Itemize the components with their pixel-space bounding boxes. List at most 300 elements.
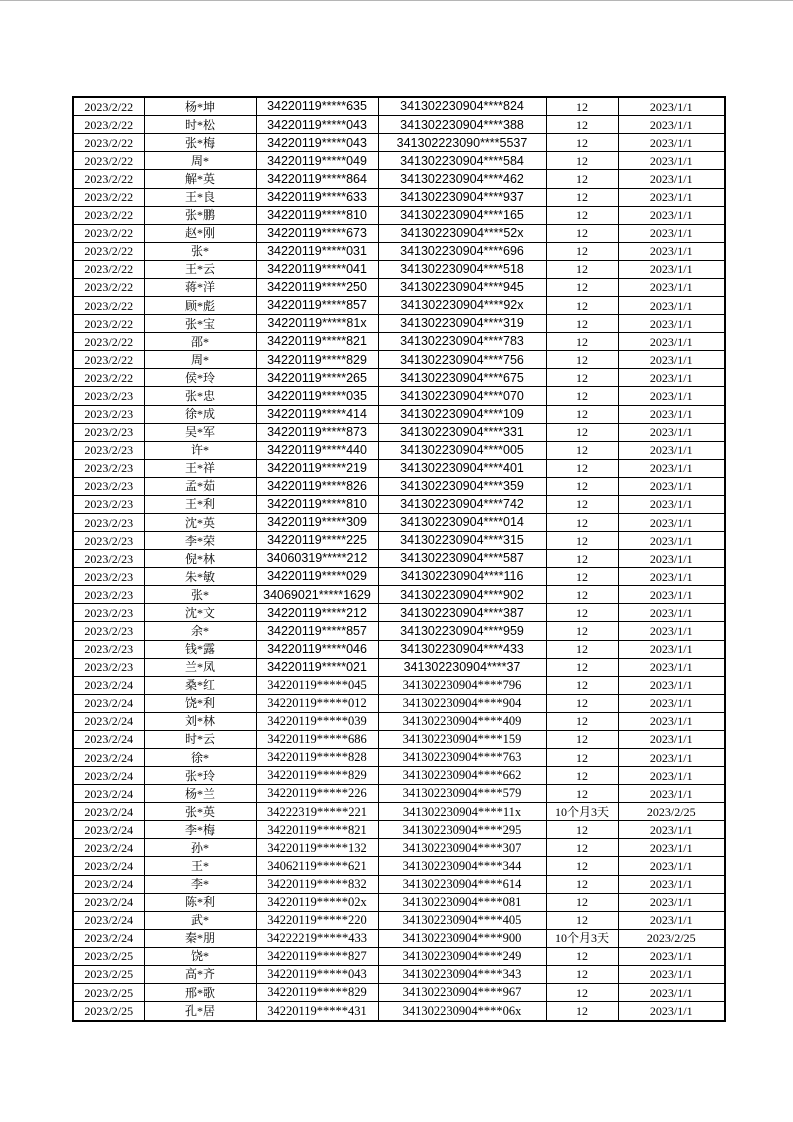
cell-name: 王*利 — [144, 495, 256, 513]
table-row — [73, 134, 725, 152]
cell-masked-record-no: 341302230904****159 — [378, 730, 546, 748]
table-row — [73, 550, 725, 568]
cell-masked-id: 34062119*****621 — [256, 857, 378, 875]
records-table-body — [73, 97, 725, 1021]
cell-masked-id: 34220119*****829 — [256, 767, 378, 785]
cell-masked-record-no: 341302230904****081 — [378, 893, 546, 911]
cell-masked-id: 34220119*****250 — [256, 278, 378, 296]
cell-masked-record-no: 341302230904****005 — [378, 441, 546, 459]
cell-duration: 12 — [546, 297, 618, 315]
cell-effective-date: 2023/1/1 — [618, 278, 725, 296]
cell-effective-date: 2023/1/1 — [618, 622, 725, 640]
cell-name: 侯*玲 — [144, 369, 256, 387]
table-row — [73, 116, 725, 134]
cell-effective-date: 2023/1/1 — [618, 604, 725, 622]
cell-masked-id: 34222219*****433 — [256, 929, 378, 947]
cell-name: 刘*林 — [144, 712, 256, 730]
cell-name: 陈*利 — [144, 893, 256, 911]
cell-date: 2023/2/23 — [73, 423, 144, 441]
cell-masked-record-no: 341302230904****070 — [378, 387, 546, 405]
cell-duration: 12 — [546, 748, 618, 766]
cell-name: 杨*兰 — [144, 785, 256, 803]
cell-date: 2023/2/22 — [73, 97, 144, 116]
cell-name: 饶* — [144, 947, 256, 965]
cell-effective-date: 2023/1/1 — [618, 893, 725, 911]
cell-masked-record-no: 341302230904****783 — [378, 333, 546, 351]
page-top-edge-line — [0, 0, 793, 1]
cell-masked-record-no: 341302230904****796 — [378, 676, 546, 694]
cell-effective-date: 2023/1/1 — [618, 984, 725, 1002]
cell-masked-id: 34220119*****045 — [256, 676, 378, 694]
cell-masked-id: 34220119*****225 — [256, 532, 378, 550]
cell-effective-date: 2023/1/1 — [618, 423, 725, 441]
table-row — [73, 224, 725, 242]
cell-masked-record-no: 341302230904****904 — [378, 694, 546, 712]
cell-masked-record-no: 341302230904****756 — [378, 351, 546, 369]
cell-duration: 12 — [546, 423, 618, 441]
cell-name: 饶*利 — [144, 694, 256, 712]
cell-date: 2023/2/23 — [73, 532, 144, 550]
cell-duration: 12 — [546, 984, 618, 1002]
cell-duration: 12 — [546, 532, 618, 550]
cell-masked-record-no: 341302230904****409 — [378, 712, 546, 730]
cell-duration: 12 — [546, 152, 618, 170]
cell-duration: 12 — [546, 622, 618, 640]
cell-masked-record-no: 341302230904****116 — [378, 568, 546, 586]
cell-masked-record-no: 341302230904****315 — [378, 532, 546, 550]
cell-masked-record-no: 341302230904****675 — [378, 369, 546, 387]
cell-effective-date: 2023/1/1 — [618, 116, 725, 134]
cell-masked-record-no: 341302223090****5537 — [378, 134, 546, 152]
cell-duration: 12 — [546, 586, 618, 604]
table-row — [73, 278, 725, 296]
cell-name: 武* — [144, 911, 256, 929]
cell-duration: 12 — [546, 116, 618, 134]
cell-effective-date: 2023/1/1 — [618, 315, 725, 333]
cell-name: 倪*林 — [144, 550, 256, 568]
table-row — [73, 712, 725, 730]
cell-date: 2023/2/23 — [73, 495, 144, 513]
cell-effective-date: 2023/1/1 — [618, 206, 725, 224]
table-row — [73, 97, 725, 116]
table-row — [73, 767, 725, 785]
cell-masked-record-no: 341302230904****387 — [378, 604, 546, 622]
table-row — [73, 333, 725, 351]
cell-masked-record-no: 341302230904****902 — [378, 586, 546, 604]
cell-date: 2023/2/22 — [73, 278, 144, 296]
cell-name: 邵* — [144, 333, 256, 351]
table-row — [73, 586, 725, 604]
cell-duration: 12 — [546, 278, 618, 296]
cell-effective-date: 2023/1/1 — [618, 224, 725, 242]
cell-effective-date: 2023/1/1 — [618, 857, 725, 875]
cell-duration: 12 — [546, 694, 618, 712]
table-row — [73, 785, 725, 803]
cell-masked-id: 34220119*****265 — [256, 369, 378, 387]
cell-effective-date: 2023/1/1 — [618, 712, 725, 730]
cell-masked-id: 34220119*****132 — [256, 839, 378, 857]
cell-masked-record-no: 341302230904****401 — [378, 459, 546, 477]
cell-date: 2023/2/25 — [73, 965, 144, 983]
cell-name: 孔*居 — [144, 1002, 256, 1021]
table-row — [73, 622, 725, 640]
cell-name: 杨*坤 — [144, 97, 256, 116]
cell-effective-date: 2023/1/1 — [618, 405, 725, 423]
cell-masked-id: 34220119*****857 — [256, 622, 378, 640]
cell-masked-id: 34220119*****219 — [256, 459, 378, 477]
cell-masked-id: 34220119*****81x — [256, 315, 378, 333]
cell-masked-record-no: 341302230904****388 — [378, 116, 546, 134]
cell-name: 李*梅 — [144, 821, 256, 839]
cell-duration: 12 — [546, 97, 618, 116]
cell-masked-id: 34220119*****039 — [256, 712, 378, 730]
cell-masked-id: 34220119*****635 — [256, 97, 378, 116]
cell-masked-record-no: 341302230904****37 — [378, 658, 546, 676]
cell-name: 张*梅 — [144, 134, 256, 152]
cell-date: 2023/2/22 — [73, 116, 144, 134]
cell-duration: 12 — [546, 405, 618, 423]
cell-masked-id: 34220119*****821 — [256, 821, 378, 839]
cell-masked-record-no: 341302230904****433 — [378, 640, 546, 658]
cell-date: 2023/2/24 — [73, 893, 144, 911]
cell-effective-date: 2023/1/1 — [618, 875, 725, 893]
cell-masked-record-no: 341302230904****587 — [378, 550, 546, 568]
cell-masked-id: 34220119*****826 — [256, 477, 378, 495]
table-row — [73, 839, 725, 857]
cell-effective-date: 2023/1/1 — [618, 477, 725, 495]
cell-masked-id: 34220119*****810 — [256, 495, 378, 513]
cell-masked-record-no: 341302230904****763 — [378, 748, 546, 766]
cell-duration: 12 — [546, 839, 618, 857]
table-row — [73, 947, 725, 965]
cell-date: 2023/2/22 — [73, 242, 144, 260]
cell-date: 2023/2/22 — [73, 188, 144, 206]
cell-duration: 12 — [546, 875, 618, 893]
cell-duration: 12 — [546, 1002, 618, 1021]
cell-masked-record-no: 341302230904****967 — [378, 984, 546, 1002]
cell-name: 张*英 — [144, 803, 256, 821]
cell-name: 李* — [144, 875, 256, 893]
cell-effective-date: 2023/1/1 — [618, 152, 725, 170]
cell-name: 蒋*洋 — [144, 278, 256, 296]
cell-masked-id: 34220119*****226 — [256, 785, 378, 803]
cell-masked-id: 34220119*****043 — [256, 965, 378, 983]
cell-effective-date: 2023/1/1 — [618, 333, 725, 351]
cell-name: 李*荣 — [144, 532, 256, 550]
cell-masked-id: 34220119*****857 — [256, 297, 378, 315]
cell-masked-id: 34220119*****673 — [256, 224, 378, 242]
cell-date: 2023/2/24 — [73, 839, 144, 857]
cell-effective-date: 2023/1/1 — [618, 965, 725, 983]
cell-duration: 10个月3天 — [546, 803, 618, 821]
cell-masked-record-no: 341302230904****92x — [378, 297, 546, 315]
cell-duration: 12 — [546, 242, 618, 260]
cell-masked-record-no: 341302230904****343 — [378, 965, 546, 983]
table-row — [73, 477, 725, 495]
cell-date: 2023/2/24 — [73, 911, 144, 929]
cell-duration: 12 — [546, 224, 618, 242]
table-row — [73, 297, 725, 315]
cell-masked-id: 34220119*****828 — [256, 748, 378, 766]
cell-name: 王*云 — [144, 260, 256, 278]
cell-name: 顾*彪 — [144, 297, 256, 315]
cell-name: 张* — [144, 242, 256, 260]
cell-name: 张*宝 — [144, 315, 256, 333]
cell-duration: 12 — [546, 857, 618, 875]
cell-effective-date: 2023/1/1 — [618, 1002, 725, 1021]
cell-duration: 12 — [546, 351, 618, 369]
cell-masked-id: 34220119*****832 — [256, 875, 378, 893]
cell-date: 2023/2/23 — [73, 387, 144, 405]
cell-date: 2023/2/24 — [73, 857, 144, 875]
cell-masked-id: 34220119*****829 — [256, 351, 378, 369]
cell-effective-date: 2023/1/1 — [618, 785, 725, 803]
table-row — [73, 893, 725, 911]
cell-masked-record-no: 341302230904****344 — [378, 857, 546, 875]
cell-effective-date: 2023/1/1 — [618, 550, 725, 568]
cell-masked-id: 34220119*****043 — [256, 134, 378, 152]
cell-duration: 12 — [546, 477, 618, 495]
cell-duration: 12 — [546, 658, 618, 676]
table-row — [73, 188, 725, 206]
cell-date: 2023/2/24 — [73, 875, 144, 893]
cell-date: 2023/2/24 — [73, 676, 144, 694]
cell-duration: 12 — [546, 712, 618, 730]
cell-date: 2023/2/23 — [73, 405, 144, 423]
table-row — [73, 170, 725, 188]
cell-name: 吴*军 — [144, 423, 256, 441]
cell-name: 秦*朋 — [144, 929, 256, 947]
table-row — [73, 676, 725, 694]
table-row — [73, 495, 725, 513]
cell-masked-id: 34222319*****221 — [256, 803, 378, 821]
cell-name: 周* — [144, 351, 256, 369]
table-row — [73, 821, 725, 839]
cell-date: 2023/2/23 — [73, 550, 144, 568]
cell-name: 高*齐 — [144, 965, 256, 983]
table-row — [73, 694, 725, 712]
table-row — [73, 568, 725, 586]
table-row — [73, 152, 725, 170]
cell-masked-id: 34220119*****035 — [256, 387, 378, 405]
table-row — [73, 242, 725, 260]
table-row — [73, 730, 725, 748]
cell-effective-date: 2023/1/1 — [618, 532, 725, 550]
cell-masked-id: 34220119*****810 — [256, 206, 378, 224]
cell-date: 2023/2/22 — [73, 351, 144, 369]
cell-duration: 12 — [546, 459, 618, 477]
cell-name: 邢*歌 — [144, 984, 256, 1002]
cell-masked-record-no: 341302230904****405 — [378, 911, 546, 929]
table-row — [73, 965, 725, 983]
cell-masked-id: 34220119*****821 — [256, 333, 378, 351]
cell-masked-record-no: 341302230904****959 — [378, 622, 546, 640]
cell-duration: 12 — [546, 730, 618, 748]
table-row — [73, 405, 725, 423]
cell-date: 2023/2/22 — [73, 260, 144, 278]
cell-duration: 12 — [546, 911, 618, 929]
cell-masked-id: 34220119*****431 — [256, 1002, 378, 1021]
cell-masked-id: 34220119*****686 — [256, 730, 378, 748]
cell-masked-record-no: 341302230904****295 — [378, 821, 546, 839]
table-row — [73, 513, 725, 531]
cell-name: 朱*敏 — [144, 568, 256, 586]
cell-date: 2023/2/23 — [73, 441, 144, 459]
cell-name: 钱*露 — [144, 640, 256, 658]
cell-masked-record-no: 341302230904****319 — [378, 315, 546, 333]
table-row — [73, 640, 725, 658]
cell-duration: 12 — [546, 315, 618, 333]
table-row — [73, 803, 725, 821]
cell-masked-id: 34220119*****043 — [256, 116, 378, 134]
cell-name: 许* — [144, 441, 256, 459]
cell-duration: 10个月3天 — [546, 929, 618, 947]
cell-effective-date: 2023/1/1 — [618, 947, 725, 965]
cell-masked-id: 34220119*****440 — [256, 441, 378, 459]
cell-effective-date: 2023/1/1 — [618, 441, 725, 459]
cell-masked-id: 34220119*****02x — [256, 893, 378, 911]
cell-duration: 12 — [546, 369, 618, 387]
cell-masked-id: 34220119*****049 — [256, 152, 378, 170]
cell-effective-date: 2023/1/1 — [618, 513, 725, 531]
cell-date: 2023/2/23 — [73, 640, 144, 658]
cell-effective-date: 2023/1/1 — [618, 821, 725, 839]
cell-masked-record-no: 341302230904****945 — [378, 278, 546, 296]
cell-duration: 12 — [546, 640, 618, 658]
cell-duration: 12 — [546, 550, 618, 568]
cell-date: 2023/2/22 — [73, 152, 144, 170]
cell-effective-date: 2023/2/25 — [618, 803, 725, 821]
cell-date: 2023/2/23 — [73, 568, 144, 586]
cell-effective-date: 2023/1/1 — [618, 134, 725, 152]
cell-date: 2023/2/24 — [73, 712, 144, 730]
cell-name: 桑*红 — [144, 676, 256, 694]
cell-effective-date: 2023/1/1 — [618, 658, 725, 676]
cell-date: 2023/2/24 — [73, 929, 144, 947]
cell-effective-date: 2023/1/1 — [618, 495, 725, 513]
table-row — [73, 369, 725, 387]
table-row — [73, 206, 725, 224]
cell-masked-id: 34220119*****031 — [256, 242, 378, 260]
cell-duration: 12 — [546, 947, 618, 965]
cell-duration: 12 — [546, 188, 618, 206]
cell-masked-record-no: 341302230904****06x — [378, 1002, 546, 1021]
cell-name: 兰*凤 — [144, 658, 256, 676]
cell-name: 张*鹏 — [144, 206, 256, 224]
cell-masked-record-no: 341302230904****662 — [378, 767, 546, 785]
cell-effective-date: 2023/1/1 — [618, 260, 725, 278]
cell-date: 2023/2/22 — [73, 369, 144, 387]
cell-date: 2023/2/22 — [73, 333, 144, 351]
cell-effective-date: 2023/1/1 — [618, 387, 725, 405]
cell-effective-date: 2023/1/1 — [618, 351, 725, 369]
cell-effective-date: 2023/1/1 — [618, 748, 725, 766]
cell-masked-id: 34220119*****309 — [256, 513, 378, 531]
cell-effective-date: 2023/1/1 — [618, 568, 725, 586]
cell-masked-id: 34220119*****041 — [256, 260, 378, 278]
cell-masked-record-no: 341302230904****307 — [378, 839, 546, 857]
table-row — [73, 604, 725, 622]
cell-duration: 12 — [546, 134, 618, 152]
cell-duration: 12 — [546, 676, 618, 694]
masked-records-table — [72, 96, 726, 1022]
cell-masked-id: 34220119*****414 — [256, 405, 378, 423]
cell-name: 时*云 — [144, 730, 256, 748]
cell-masked-id: 34220119*****021 — [256, 658, 378, 676]
cell-name: 张*忠 — [144, 387, 256, 405]
cell-effective-date: 2023/2/25 — [618, 929, 725, 947]
cell-date: 2023/2/24 — [73, 803, 144, 821]
cell-date: 2023/2/25 — [73, 947, 144, 965]
cell-effective-date: 2023/1/1 — [618, 694, 725, 712]
cell-name: 王*良 — [144, 188, 256, 206]
cell-duration: 12 — [546, 170, 618, 188]
table-row — [73, 658, 725, 676]
cell-effective-date: 2023/1/1 — [618, 188, 725, 206]
cell-name: 王* — [144, 857, 256, 875]
cell-date: 2023/2/23 — [73, 477, 144, 495]
cell-masked-record-no: 341302230904****165 — [378, 206, 546, 224]
table-row — [73, 857, 725, 875]
cell-date: 2023/2/22 — [73, 206, 144, 224]
table-row — [73, 911, 725, 929]
cell-date: 2023/2/22 — [73, 297, 144, 315]
cell-date: 2023/2/23 — [73, 658, 144, 676]
cell-date: 2023/2/24 — [73, 821, 144, 839]
cell-masked-id: 34220119*****220 — [256, 911, 378, 929]
cell-date: 2023/2/25 — [73, 1002, 144, 1021]
cell-effective-date: 2023/1/1 — [618, 459, 725, 477]
cell-masked-record-no: 341302230904****696 — [378, 242, 546, 260]
cell-masked-id: 34220119*****212 — [256, 604, 378, 622]
cell-masked-id: 34060319*****212 — [256, 550, 378, 568]
cell-duration: 12 — [546, 893, 618, 911]
cell-date: 2023/2/22 — [73, 224, 144, 242]
cell-date: 2023/2/22 — [73, 170, 144, 188]
cell-duration: 12 — [546, 260, 618, 278]
table-row — [73, 984, 725, 1002]
cell-date: 2023/2/23 — [73, 513, 144, 531]
cell-duration: 12 — [546, 387, 618, 405]
cell-effective-date: 2023/1/1 — [618, 170, 725, 188]
cell-masked-record-no: 341302230904****824 — [378, 97, 546, 116]
cell-date: 2023/2/22 — [73, 134, 144, 152]
cell-masked-record-no: 341302230904****11x — [378, 803, 546, 821]
cell-duration: 12 — [546, 333, 618, 351]
cell-name: 张* — [144, 586, 256, 604]
cell-masked-record-no: 341302230904****014 — [378, 513, 546, 531]
table-row — [73, 441, 725, 459]
table-row — [73, 532, 725, 550]
cell-duration: 12 — [546, 568, 618, 586]
cell-masked-record-no: 341302230904****359 — [378, 477, 546, 495]
cell-name: 解*英 — [144, 170, 256, 188]
cell-masked-id: 34069021*****1629 — [256, 586, 378, 604]
cell-effective-date: 2023/1/1 — [618, 97, 725, 116]
table-row — [73, 387, 725, 405]
cell-masked-id: 34220119*****873 — [256, 423, 378, 441]
cell-masked-record-no: 341302230904****52x — [378, 224, 546, 242]
cell-name: 时*松 — [144, 116, 256, 134]
cell-masked-record-no: 341302230904****614 — [378, 875, 546, 893]
table-row — [73, 748, 725, 766]
cell-duration: 12 — [546, 965, 618, 983]
cell-effective-date: 2023/1/1 — [618, 767, 725, 785]
cell-name: 沈*文 — [144, 604, 256, 622]
cell-masked-id: 34220119*****827 — [256, 947, 378, 965]
cell-name: 周* — [144, 152, 256, 170]
table-row — [73, 315, 725, 333]
